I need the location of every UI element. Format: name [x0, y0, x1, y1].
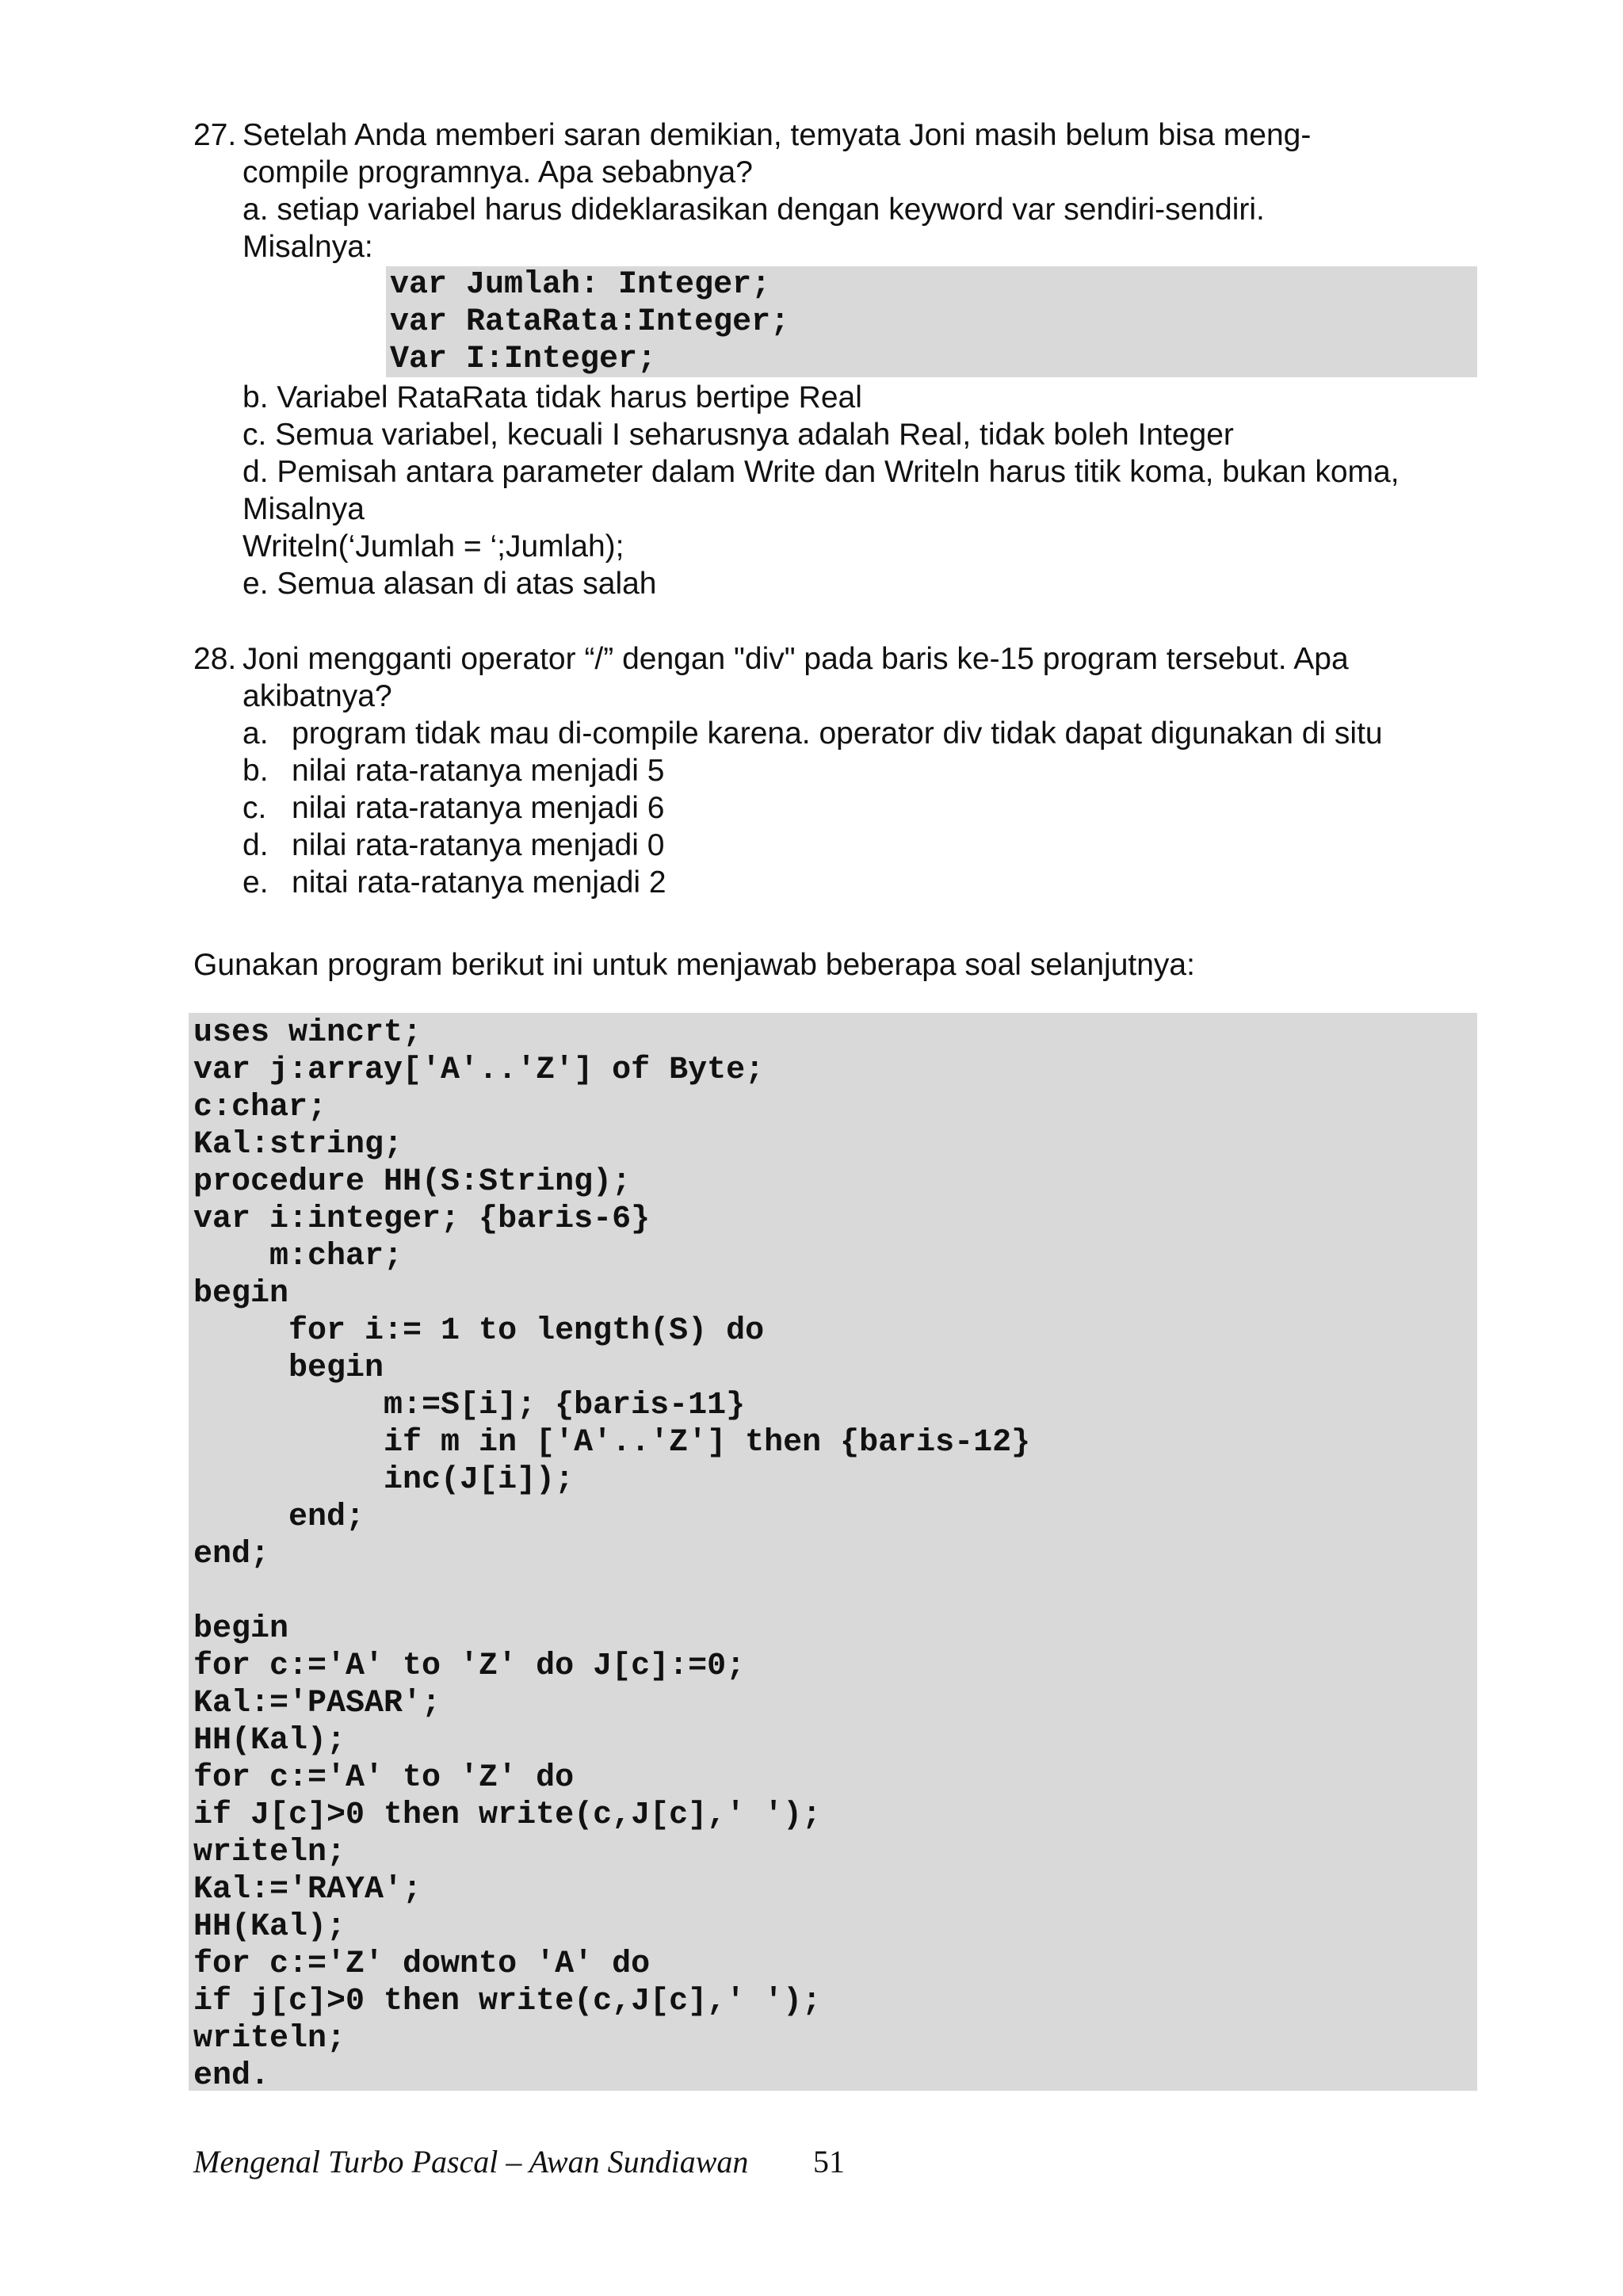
code-line: for c:='A' to 'Z' do [193, 1760, 575, 1796]
code-line: m:=S[i]; {baris-11} [193, 1388, 746, 1423]
question-27-option-c: c. Semua variabel, kecuali I seharusnya adalah Real, tidak boleh Integer [242, 418, 1234, 452]
code-line: inc(J[i]); [193, 1462, 575, 1498]
question-28-option-c-letter: c. [242, 791, 267, 825]
question-27-option-a: a. setiap variabel harus dideklarasikan dengan keyword var sendiri-sendiri. [242, 193, 1265, 227]
code-line: HH(Kal); [193, 1909, 346, 1945]
code-line: writeln; [193, 2021, 346, 2057]
question-28-option-a-letter: a. [242, 716, 269, 751]
code-line: if m in ['A'..'Z'] then {baris-12} [193, 1425, 1031, 1461]
footer-title: Mengenal Turbo Pascal – Awan Sundiawan [193, 2144, 749, 2179]
code-line: for c:='Z' downto 'A' do [193, 1946, 651, 1982]
question-28-option-d-letter: d. [242, 828, 269, 862]
question-27-option-d-line-3: Writeln(‘Jumlah = ‘;Jumlah); [242, 529, 624, 563]
code-line: HH(Kal); [193, 1723, 346, 1759]
question-27-option-d-line-2: Misalnya [242, 492, 365, 526]
code-line: Kal:string; [193, 1127, 403, 1163]
code-line: for i:= 1 to length(S) do [193, 1313, 765, 1349]
question-28-number: 28. [193, 642, 237, 676]
code-line: if J[c]>0 then write(c,J[c],' '); [193, 1797, 822, 1833]
question-27-number: 27. [193, 118, 237, 152]
code-line: uses wincrt; [193, 1015, 422, 1051]
code-line: c:char; [193, 1090, 327, 1125]
question-28-text-line-2: akibatnya? [242, 679, 392, 713]
code-line: end. [193, 2058, 270, 2094]
code-line: for c:='A' to 'Z' do J[c]:=0; [193, 1648, 746, 1684]
program-intro-text: Gunakan program berikut ini untuk menjawab beberapa soal selanjutnya: [193, 948, 1195, 982]
question-28-option-b-letter: b. [242, 754, 269, 788]
code-line: Kal:='RAYA'; [193, 1872, 422, 1908]
code-line: if j[c]>0 then write(c,J[c],' '); [193, 1984, 822, 2019]
question-28-text-line-1: Joni mengganti operator “/” dengan "div" pada baris ke-15 program tersebut. Apa [242, 642, 1349, 676]
question-27-option-b: b. Variabel RataRata tidak harus bertipe Real [242, 380, 862, 415]
question-27-text-line-1: Setelah Anda memberi saran demikian, temyata Joni masih belum bisa meng- [242, 118, 1312, 152]
code-line: begin [193, 1276, 289, 1312]
question-27-option-a-example-label: Misalnya: [242, 230, 373, 264]
question-28-option-b-text: nilai rata-ratanya menjadi 5 [292, 754, 665, 788]
code-line: end; [193, 1499, 365, 1535]
question-28-option-e-text: nitai rata-ratanya menjadi 2 [292, 865, 666, 900]
code-line: m:char; [193, 1239, 403, 1274]
code-line: writeln; [193, 1835, 346, 1870]
code-line: begin [193, 1350, 384, 1386]
question-27-option-d: d. Pemisah antara parameter dalam Write dan Writeln harus titik koma, bukan koma, [242, 455, 1400, 489]
question-28-option-d-text: nilai rata-ratanya menjadi 0 [292, 828, 665, 862]
code-line: var j:array['A'..'Z'] of Byte; [193, 1052, 765, 1088]
question-27-text-line-2: compile programnya. Apa sebabnya? [242, 155, 753, 189]
code-line: Kal:='PASAR'; [193, 1686, 441, 1721]
question-27-option-e: e. Semua alasan di atas salah [242, 567, 657, 601]
code-line: end; [193, 1537, 270, 1572]
question-27-code-line-2: var RataRata:Integer; [390, 304, 790, 340]
page-number: 51 [813, 2144, 845, 2179]
code-line: var i:integer; {baris-6} [193, 1201, 651, 1237]
question-28-option-e-letter: e. [242, 865, 269, 900]
question-27-code-line-3: Var I:Integer; [390, 342, 657, 377]
code-line: procedure HH(S:String); [193, 1164, 632, 1200]
question-27-code-line-1: var Jumlah: Integer; [390, 267, 771, 303]
question-28-option-c-text: nilai rata-ratanya menjadi 6 [292, 791, 665, 825]
code-line: begin [193, 1611, 289, 1647]
question-28-option-a-text: program tidak mau di-compile karena. operator div tidak dapat digunakan di situ [292, 716, 1383, 751]
